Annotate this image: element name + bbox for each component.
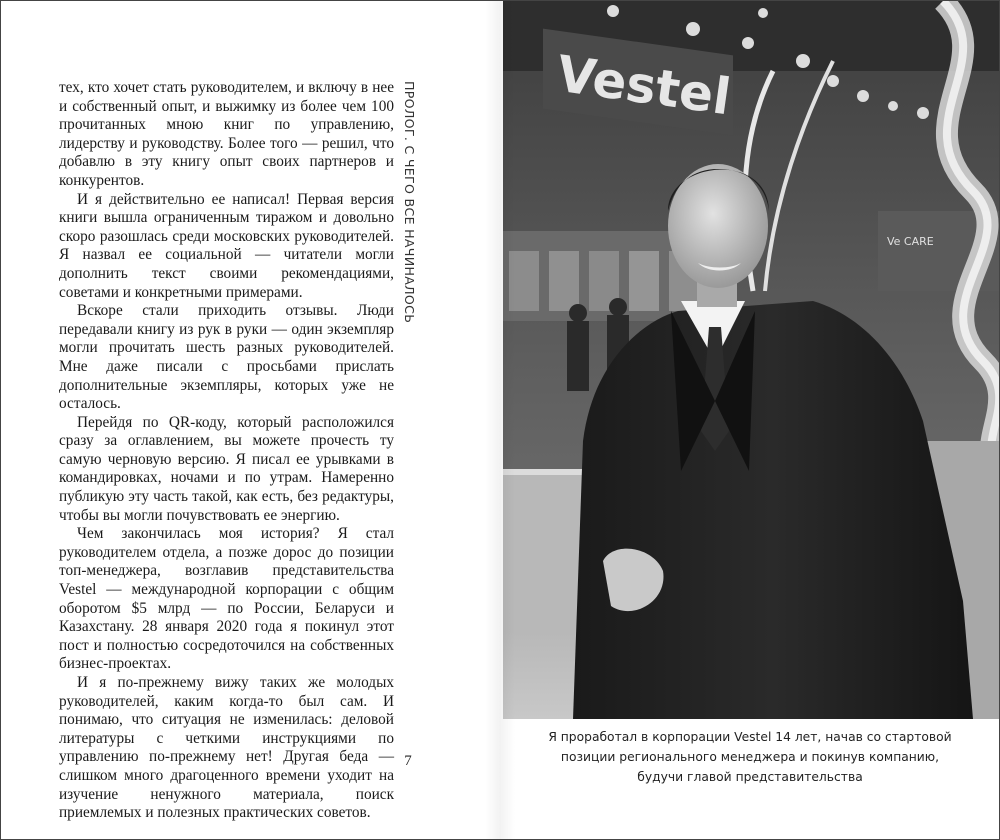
right-page: [501, 1, 999, 839]
paragraph: Вскоре стали приходить отзывы. Люди передавали книгу из рук в руки — один экземпляр могли прочитать шесть разных руководителей. Мне даже писали с просьбами прислать дополнительные экземпляры, которых уже не осталось.: [59, 302, 394, 413]
vestel-sign-text: Vestel: [553, 44, 735, 127]
caption-line: позиции регионального менеджера и покинув компанию,: [560, 750, 940, 764]
photo-illustration: [503, 1, 999, 719]
paragraph: И я действительно ее написал! Первая версия книги вышла ограниченным тиражом и довольно скоро разошлась среди московских руководителей. Я назвал ее социальной — читатели могли дополнить текст своими рекомендациями, советами и конкретными примерами.: [59, 190, 394, 301]
running-head: [398, 81, 420, 341]
body-text: [59, 79, 394, 823]
booth-sign-text: Ve CARE: [887, 235, 934, 248]
photo: [503, 1, 999, 719]
caption-line: будучи главой представительства: [637, 770, 863, 784]
left-page: [1, 1, 501, 839]
paragraph: Перейдя по QR-коду, который расположился сразу за оглавлением, вы можете прочесть ту самую черновую версию. Я писал ее урывками в командировках, ночами и по утрам. Намеренно публикую эту часть такой, как есть, без редактуры, чтобы вы могли почувствовать ее энергию.: [59, 413, 394, 524]
running-head-text: ПРОЛОГ. С ЧЕГО ВСЕ НАЧИНАЛОСЬ: [402, 81, 417, 324]
paragraph: И я по-прежнему вижу таких же молодых руководителей, каким когда-то был сам. И понимаю, что ситуация не изменилась: деловой литературы с четкими инструкциями по управлению по-прежнему нет! Другая беда — слишком много драгоценного времени уходит на изучение ненужного материала, поиск приемлемых и полезных практических советов.: [59, 674, 394, 822]
paragraph: Чем закончилась моя история? Я стал руководителем отдела, а позже дорос до позиции топ-менеджера, возглавив представительства Vestel — международной корпорации с общим оборотом $5 млрд — по России, Беларуси и Казахстану. 28 января 2020 года я покинул этот пост и полностью сосредоточился на собственных бизнес-проектах.: [59, 525, 394, 673]
page-number: 7: [404, 753, 412, 769]
caption-line: Я проработал в корпорации Vestel 14 лет, начав со стартовой: [548, 730, 952, 744]
photo-caption: [515, 727, 985, 787]
paragraph: тех, кто хочет стать руководителем, и включу в нее и собственный опыт, и выжимку из более чем 100 прочитанных мною книг по управлению, лидерству и руководству. Более того — решил, что добавлю в эту книгу опыт своих партнеров и конкурентов.: [59, 79, 394, 189]
